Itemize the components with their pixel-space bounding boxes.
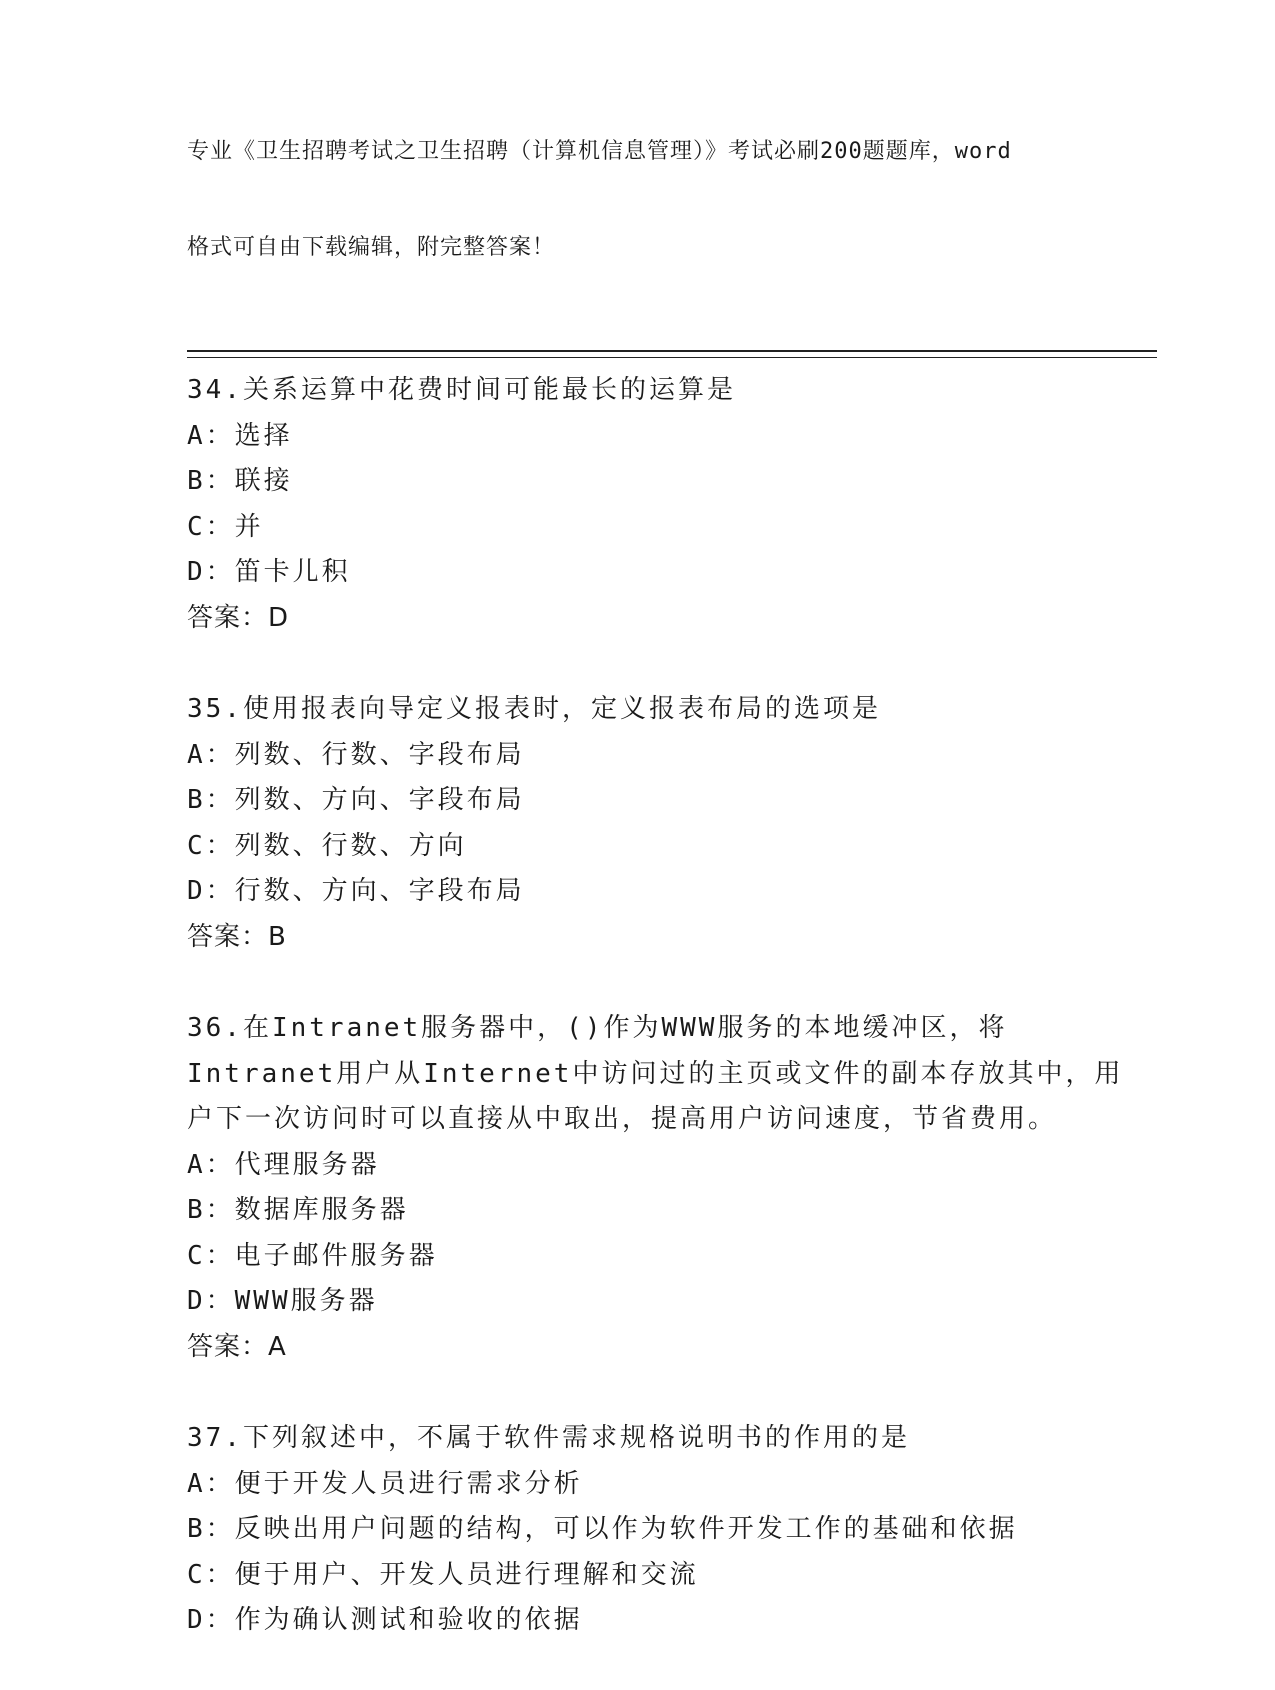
- question-stem-line-3: 户下一次访问时可以直接从中取出，提高用户访问速度，节省费用。: [187, 1104, 1058, 1134]
- option-b: B：列数、方向、字段布局: [187, 785, 525, 815]
- option-b: B：反映出用户问题的结构，可以作为软件开发工作的基础和依据: [187, 1514, 1018, 1544]
- document-page: [187, 72, 1157, 1690]
- question-35: [187, 687, 1157, 960]
- option-b: B：联接: [187, 466, 293, 496]
- option-d: D：WWW服务器: [187, 1286, 378, 1316]
- answer-label: 答案：A: [187, 1331, 287, 1362]
- option-a: A：便于开发人员进行需求分析: [187, 1468, 583, 1499]
- option-a: A：选择: [187, 420, 293, 451]
- option-a: A：列数、行数、字段布局: [187, 739, 525, 770]
- question-stem-line-1: 36.在Intranet服务器中，()作为WWW服务的本地缓冲区，将: [187, 1013, 1008, 1043]
- question-list: [187, 368, 1157, 1644]
- question-stem: 34.关系运算中花费时间可能最长的运算是: [187, 375, 736, 405]
- question-stem: 35.使用报表向导定义报表时，定义报表布局的选项是: [187, 694, 881, 724]
- option-c: C：便于用户、开发人员进行理解和交流: [187, 1559, 699, 1590]
- header-divider: [187, 350, 1157, 358]
- option-d: D：笛卡儿积: [187, 557, 351, 587]
- question-stem-line-2: Intranet用户从Internet中访问过的主页或文件的副本存放其中，用: [187, 1058, 1124, 1089]
- option-c: C：电子邮件服务器: [187, 1240, 438, 1271]
- option-b: B：数据库服务器: [187, 1195, 409, 1225]
- option-c: C：并: [187, 511, 264, 542]
- question-34: [187, 368, 1157, 641]
- option-a: A：代理服务器: [187, 1149, 380, 1180]
- option-d: D：作为确认测试和验收的依据: [187, 1605, 583, 1635]
- option-d: D：行数、方向、字段布局: [187, 876, 525, 906]
- answer-label: 答案：D: [187, 602, 290, 633]
- header-line-1: 专业《卫生招聘考试之卫生招聘（计算机信息管理）》考试必刷200题题库，word: [187, 139, 1012, 164]
- header-line-2: 格式可自由下载编辑，附完整答案！: [187, 235, 556, 260]
- question-36: [187, 1006, 1157, 1370]
- question-37: [187, 1416, 1157, 1644]
- question-stem: 37.下列叙述中，不属于软件需求规格说明书的作用的是: [187, 1423, 910, 1453]
- option-c: C：列数、行数、方向: [187, 830, 467, 861]
- document-header: [187, 72, 1157, 328]
- answer-label: 答案：B: [187, 921, 287, 952]
